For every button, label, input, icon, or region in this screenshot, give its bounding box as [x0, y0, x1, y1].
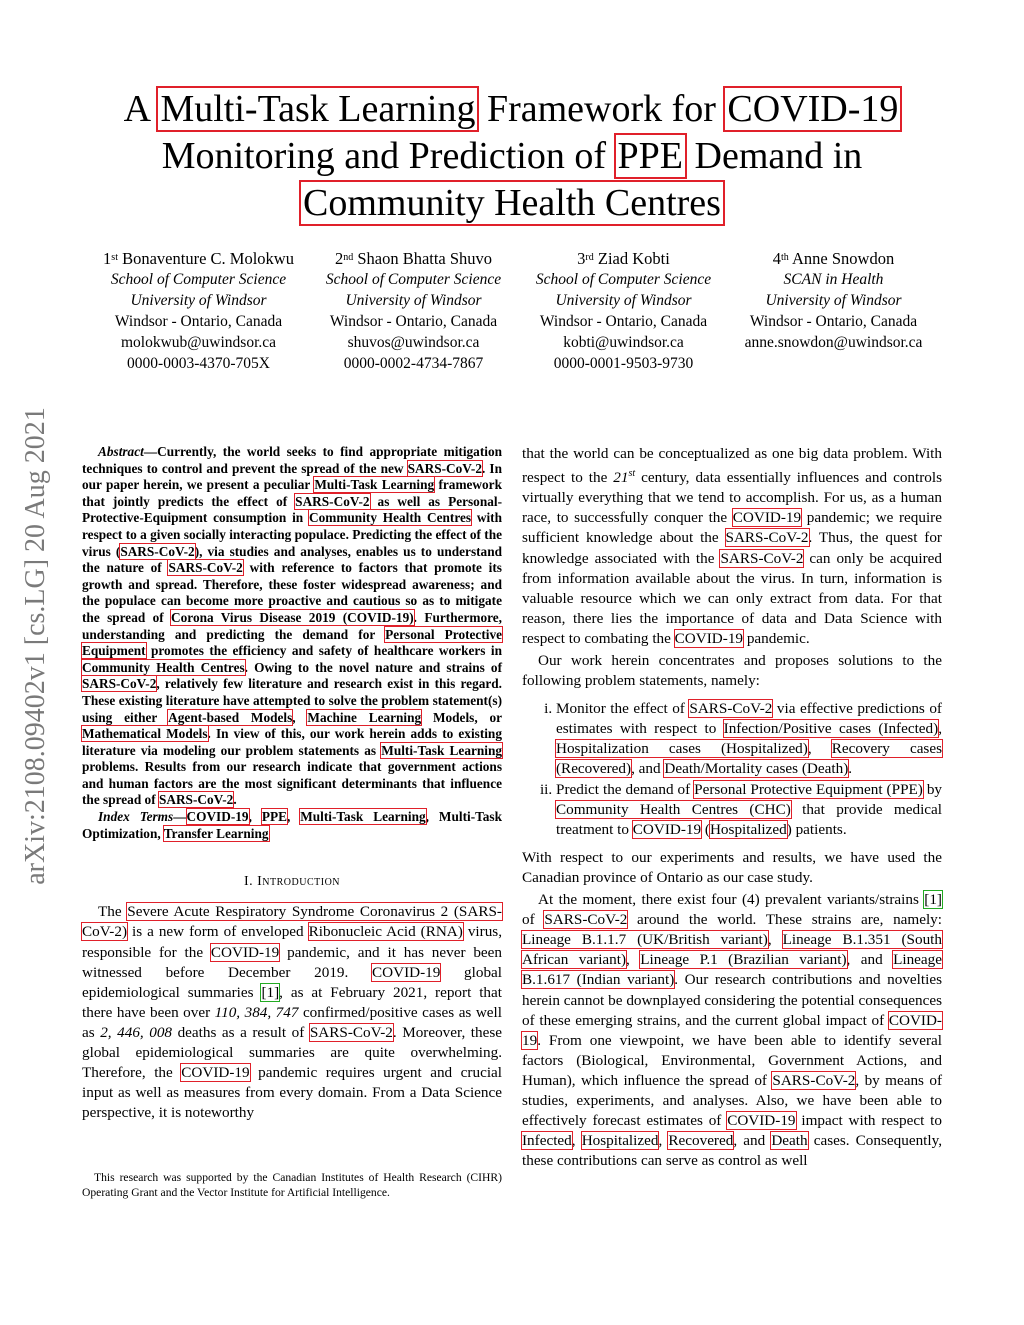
- link-lineage-p1[interactable]: Lineage P.1 (Brazilian variant): [640, 951, 847, 969]
- paragraph: With respect to our experiments and results, we have used the Canadian province of Ontario as our case study.: [522, 848, 942, 886]
- link-ppe[interactable]: PPE: [617, 135, 684, 177]
- link-recovered[interactable]: Recovery cases (Recovered): [556, 740, 942, 778]
- link-covid-19[interactable]: COVID-19: [727, 88, 899, 130]
- author-email[interactable]: molokwub@uwindsor.ca: [120, 334, 277, 351]
- link-sars-cov-2[interactable]: SARS-CoV-2: [295, 493, 370, 509]
- link-covid-19[interactable]: COVID-19: [674, 629, 744, 647]
- link-lineage-b1351[interactable]: Lineage B.1.351 (South African variant): [522, 931, 943, 969]
- link-ppe[interactable]: Personal Protective Equipment (PPE): [694, 780, 923, 798]
- link-lineage-b1617[interactable]: Lineage B.1.617 (Indian variant): [522, 951, 942, 989]
- abstract: Abstract—Currently, the world seeks to find appropriate mitigation techniques to control and prevent the spread of the new SARS-CoV-2. In our paper herein, we present a peculiar Multi-Task Learning framework that jointly predicts the effect of SARS-CoV-2 as well as Personal-Protective-Equipment consumption in Community Health Centres with respect to a given socially interacting populace. Predicting the effect of the virus (SARS-CoV-2), via studies and analyses, enables us to understand the nature of SARS-CoV-2 with reference to factors that promote its growth and spread. Therefore, these foster widespread awareness; and the populace can become more proactive and cautious so as to mitigate the spread of Corona Virus Disease 2019 (COVID-19). Furthermore, understanding and predicting the demand for Personal Protective Equipment promotes the efficiency and safety of healthcare workers in Community Health Centres. Owing to the novel nature and strains of SARS-CoV-2, relatively few literature and research exist in this regard. These existing literature have attempted to solve the problem statement(s) using either Agent-based Models, Machine Learning Models, or Mathematical Models. In view of this, our work herein adds to existing literature via modeling our problem statements as Multi-Task Learning problems. Results from our research indicate that government actions and human factors are the most significant determinants that influence the spread of SARS-CoV-2. Index Terms—COVID-19, PPE, Multi-Task Learning, Multi-Task Optimization, Transfer Learning: [82, 444, 503, 841]
- link-covid-19[interactable]: COVID-19: [186, 809, 249, 825]
- author-email[interactable]: shuvos@uwindsor.ca: [347, 334, 480, 351]
- author-email[interactable]: anne.snowdon@uwindsor.ca: [744, 334, 923, 351]
- link-hospitalized[interactable]: Hospitalized: [581, 1132, 659, 1150]
- author-email[interactable]: kobti@uwindsor.ca: [563, 334, 684, 351]
- citation-1[interactable]: [1]: [261, 983, 280, 1001]
- link-sars-cov-2[interactable]: SARS-CoV-2: [544, 911, 628, 929]
- right-column: [522, 444, 942, 1171]
- link-death[interactable]: Death/Mortality cases (Death): [664, 760, 849, 778]
- paper-title: A Multi-Task Learning Framework for COVID-19 Monitoring and Prediction of PPE Demand in Community Health Centres: [123, 88, 899, 224]
- section-heading-introduction: I. Introduction: [243, 874, 341, 890]
- problem-statement-list: [522, 699, 942, 840]
- author-4: 4th Anne Snowdon SCAN in Health University of Windsor Windsor - Ontario, Canada anne.snowdon@uwindsor.ca: [731, 248, 936, 374]
- link-transfer-learning[interactable]: Transfer Learning: [163, 825, 269, 841]
- link-death[interactable]: Death: [771, 1132, 808, 1150]
- link-hospitalized[interactable]: Hospitalized: [709, 820, 787, 838]
- link-sars-cov-2[interactable]: SARS-CoV-2: [772, 1071, 856, 1089]
- link-sars-cov-2[interactable]: Severe Acute Respiratory Syndrome Coronavirus 2 (SARS-CoV-2): [82, 903, 502, 941]
- author-block: [86, 248, 946, 374]
- paragraph: that the world can be conceptualized as one big data problem. With respect to the 21st century, data essentially influences and controls virtually everything that we tend to accomplish. For us, as a human race, to successfully conquer the COVID-19 pandemic; we require sufficient knowledge about the SARS-CoV-2. Thus, the quest for knowledge associated with the SARS-CoV-2 can only be acquired from information available about the virus. In turn, information is valuable resource which we can only extract from data. For that reason, there lies the importance of data and Data Science with respect to combating the COVID-19 pandemic.: [522, 445, 943, 647]
- paragraph: Our work herein concentrates and proposes solutions to the following problem statements, namely:: [522, 652, 942, 690]
- citation-1[interactable]: [1]: [924, 891, 942, 909]
- link-multi-task-learning[interactable]: Multi-Task Learning: [381, 742, 502, 758]
- link-sars-cov-2[interactable]: SARS-CoV-2: [82, 676, 157, 692]
- index-terms-label: Index Terms: [98, 809, 174, 825]
- link-covid-19[interactable]: COVID-19: [181, 1064, 250, 1082]
- link-sars-cov-2[interactable]: SARS-CoV-2: [158, 792, 234, 808]
- link-lineage-b117[interactable]: Lineage B.1.1.7 (UK/British variant): [522, 931, 768, 949]
- link-sars-cov-2[interactable]: SARS-CoV-2: [309, 1023, 393, 1041]
- link-covid-19[interactable]: COVID-19: [372, 963, 441, 981]
- link-multi-task-learning[interactable]: Multi-Task Learning: [300, 809, 426, 825]
- link-sars-cov-2[interactable]: SARS-CoV-2: [407, 460, 482, 476]
- link-covid-19[interactable]: COVID-19: [732, 509, 802, 527]
- link-covid-19[interactable]: Corona Virus Disease 2019 (COVID-19): [171, 609, 414, 625]
- link-sars-cov-2[interactable]: SARS-CoV-2: [120, 543, 195, 559]
- link-ppe[interactable]: PPE: [261, 809, 287, 825]
- link-chc[interactable]: Community Health Centres (CHC): [556, 800, 791, 818]
- link-multi-task-learning[interactable]: Multi-Task Learning: [160, 88, 476, 130]
- link-machine-learning[interactable]: Machine Learning: [307, 709, 422, 725]
- link-infected[interactable]: Infection/Positive cases (Infected): [723, 720, 939, 738]
- link-agent-based-models[interactable]: Agent-based Models: [168, 709, 293, 725]
- list-item: ii. Predict the demand of Personal Protective Equipment (PPE) by Community Health Centres (CHC) that provide medical treatment to COVID-19 (Hospitalized) patients.: [556, 780, 942, 840]
- author-2: 2nd Shaon Bhatta Shuvo School of Computer Science University of Windsor Windsor - Ontario, Canada shuvos@uwindsor.ca 0000-0002-4734-7867: [311, 248, 516, 374]
- paragraph: At the moment, there exist four (4) prevalent variants/strains [1] of SARS-CoV-2 around the world. These strains are, namely: Lineage B.1.1.7 (UK/British variant), Lineage B.1.351 (South African variant), Lineage P.1 (Brazilian variant), and Lineage B.1.617 (Indian variant). Our research contributions and novelties herein cannot be downplayed considering the potential consequences of these emerging strains, and the current global impact of COVID-19. From one viewpoint, we have been able to identify several factors (Biological, Environmental, Government Actions, and Human), which influence the spread of SARS-CoV-2, by means of studies, experiments, and analyses. Also, we have been able to effectively forecast estimates of COVID-19 impact with respect to Infected, Hospitalized, Recovered, and Death cases. Consequently, these contributions can serve as control as well: [522, 891, 943, 1170]
- link-recovered[interactable]: Recovered: [668, 1132, 734, 1150]
- author-3: 3rd Ziad Kobti School of Computer Science University of Windsor Windsor - Ontario, Canada kobti@uwindsor.ca 0000-0001-9503-9730: [516, 248, 731, 374]
- link-community-health-centres[interactable]: Community Health Centres: [82, 659, 245, 675]
- link-sars-cov-2[interactable]: SARS-CoV-2: [168, 560, 243, 576]
- link-covid-19[interactable]: COVID-19: [727, 1112, 796, 1130]
- link-hospitalized[interactable]: Hospitalization cases (Hospitalized): [556, 740, 808, 758]
- link-infected[interactable]: Infected: [522, 1132, 572, 1150]
- link-sars-cov-2[interactable]: SARS-CoV-2: [725, 529, 809, 547]
- link-multi-task-learning[interactable]: Multi-Task Learning: [314, 477, 435, 493]
- link-covid-19[interactable]: COVID-19: [632, 820, 702, 838]
- arxiv-identifier: arXiv:2108.09402v1 [cs.LG] 20 Aug 2021: [20, 407, 51, 885]
- link-mathematical-models[interactable]: Mathematical Models: [82, 726, 208, 742]
- author-1: 1st Bonaventure C. Molokwu School of Computer Science University of Windsor Windsor - Ontario, Canada molokwub@uwindsor.ca 0000-0003-4370-705X: [86, 248, 311, 374]
- list-item: i. Monitor the effect of SARS-CoV-2 via effective predictions of estimates with respect to Infection/Positive cases (Infected), Hospitalization cases (Hospitalized), Recovery cases (Recovered), and Death/Mortality cases (Death).: [556, 699, 942, 779]
- link-community-health-centres[interactable]: Community Health Centres: [309, 510, 472, 526]
- link-sars-cov-2[interactable]: SARS-CoV-2: [720, 549, 804, 567]
- link-ppe[interactable]: Personal Protective Equipment: [82, 626, 502, 659]
- link-rna[interactable]: Ribonucleic Acid (RNA): [308, 923, 463, 941]
- left-column: [82, 444, 502, 1123]
- link-covid-19[interactable]: COVID-19: [210, 943, 280, 961]
- link-covid-19[interactable]: COVID-19: [522, 1011, 942, 1049]
- link-sars-cov-2[interactable]: SARS-CoV-2: [689, 700, 773, 718]
- footnote: This research was supported by the Canadian Institutes of Health Research (CIHR) Operating Grant and the Vector Institute for Artificial Intelligence.: [82, 1171, 502, 1199]
- link-community-health-centres[interactable]: Community Health Centres: [303, 182, 721, 224]
- intro-paragraph: The Severe Acute Respiratory Syndrome Coronavirus 2 (SARS-CoV-2) is a new form of enveloped Ribonucleic Acid (RNA) virus, responsible for the COVID-19 pandemic, and it has never been witnessed before December 2019. COVID-19 global epidemiological summaries [1], as at February 2021, report that there have been over 110, 384, 747 confirmed/positive cases as well as 2, 446, 008 deaths as a result of SARS-CoV-2. Moreover, these global epidemiological summaries are quite overwhelming. Therefore, the COVID-19 pandemic requires urgent and crucial input as well as measures from every domain. From a Data Science perspective, it is noteworthy: [82, 903, 503, 1122]
